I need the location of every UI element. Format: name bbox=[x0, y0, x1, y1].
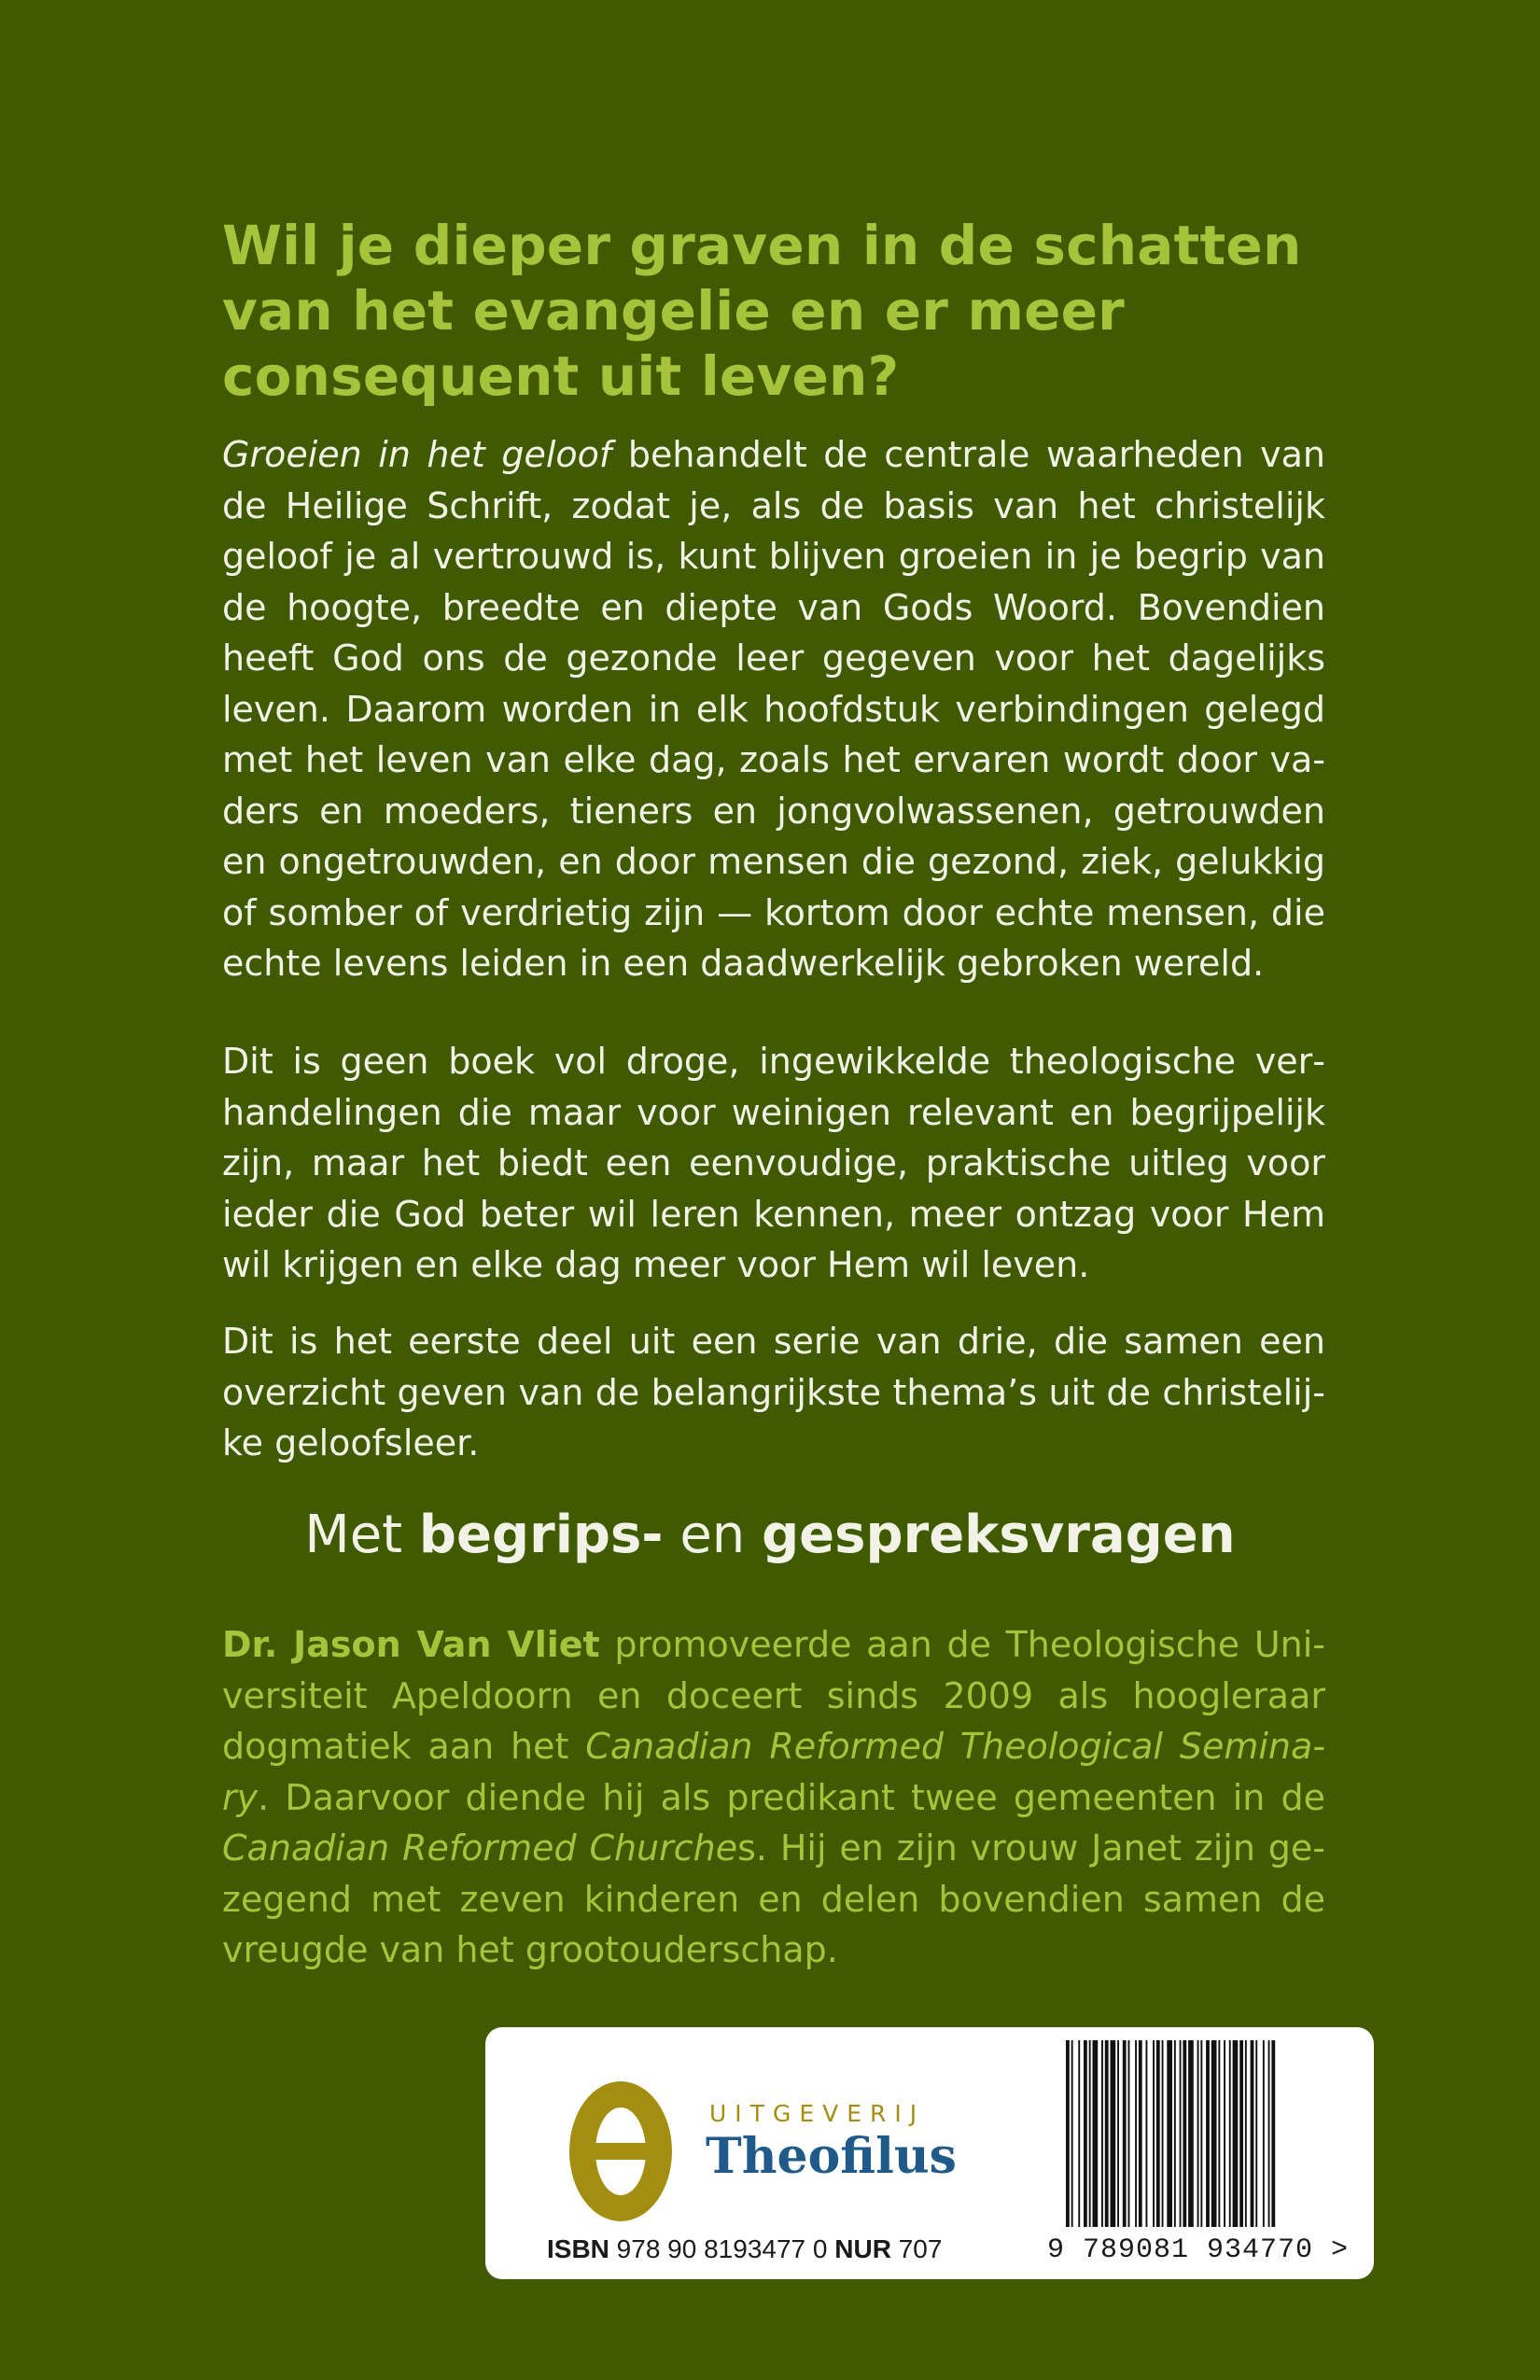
author-italic-2: Canadian Reformed Churche bbox=[222, 1827, 738, 1869]
barcode-icon bbox=[1062, 2040, 1342, 2236]
isbn-label: ISBN bbox=[547, 2234, 609, 2263]
author-text-1: promoveerde aan de Theologische Universiteit Apeldoorn en doceert sinds 2009 als hoogleraar dogmatiek aan het bbox=[222, 1624, 1325, 1767]
tagline-word1: begrips- bbox=[418, 1505, 664, 1565]
author-italic-1: Canadian Reformed Theological Seminary bbox=[222, 1726, 1325, 1818]
paragraph-intro-text: behandelt de centrale waarheden van de Heilige Schrift, zodat je, als de basis van het christelijk geloof je al vertrouwd is, kunt blijven groeien in je begrip van de hoogte, breedte en diepte van Gods Woord. Bovendien heeft God ons de gezonde leer gegeven voor het dagelijks leven. Daarom worden in elk hoofdstuk verbindingen gelegd met het leven van elke dag, zoals het ervaren wordt door vaders en moeders, tieners en jongvolwassenen, getrouwden en ongetrouwden, en door mensen die gezond, ziek, gelukkig of somber of verdrietig zijn — kortom door echte mensen, die echte levens leiden in een daadwerkelijk gebroken wereld. bbox=[222, 434, 1325, 984]
tagline-prefix: Met bbox=[304, 1505, 419, 1565]
nur-label: NUR bbox=[834, 2234, 891, 2263]
paragraph-series: Dit is het eerste deel uit een serie van drie, die samen een overzicht geven van de belangrijkste thema’s uit de christelijke geloofsleer. bbox=[222, 1321, 1325, 1463]
author-bio bbox=[222, 1619, 1325, 1976]
tagline-word2: gespreksvragen bbox=[762, 1505, 1236, 1565]
headline: Wil je dieper graven in de schatten van het evangelie en er meer consequent uit leven? bbox=[222, 214, 1302, 408]
author-text-3: s. Hij en zijn vrouw Janet zijn gezegend met zeven kinderen en delen bovendien samen de vreugde van het grootouderschap. bbox=[222, 1827, 1325, 1970]
isbn-line bbox=[547, 2234, 942, 2264]
author-name: Dr. Jason Van Vliet bbox=[222, 1624, 600, 1665]
author-text-2: . Daarvoor diende hij als predikant twee gemeenten in de bbox=[258, 1776, 1325, 1818]
tagline-middle: en bbox=[663, 1505, 763, 1565]
publisher-panel bbox=[485, 2027, 1374, 2279]
nur-value: 707 bbox=[890, 2234, 943, 2263]
book-title: Groeien in het geloof bbox=[222, 434, 612, 475]
isbn-value: 978 90 8193477 0 bbox=[609, 2234, 835, 2263]
tagline bbox=[0, 1503, 1540, 1568]
paragraph-description: Dit is geen boek vol droge, ingewikkelde theologische verhandelingen die maar voor weinigen relevant en begrijpelijk zijn, maar het biedt een eenvoudige, praktische uitleg voor ieder die God beter wil leren kennen, meer ontzag voor Hem wil krijgen en elke dag meer voor Hem wil leven. bbox=[222, 1041, 1325, 1285]
publisher-name: Theofilus bbox=[706, 2128, 957, 2185]
theta-logo-icon bbox=[569, 2081, 672, 2221]
publisher-kicker: UITGEVERIJ bbox=[709, 2100, 926, 2127]
paragraph-intro bbox=[222, 429, 1325, 989]
barcode-digits: 9 789081 934770 > bbox=[1047, 2234, 1350, 2266]
